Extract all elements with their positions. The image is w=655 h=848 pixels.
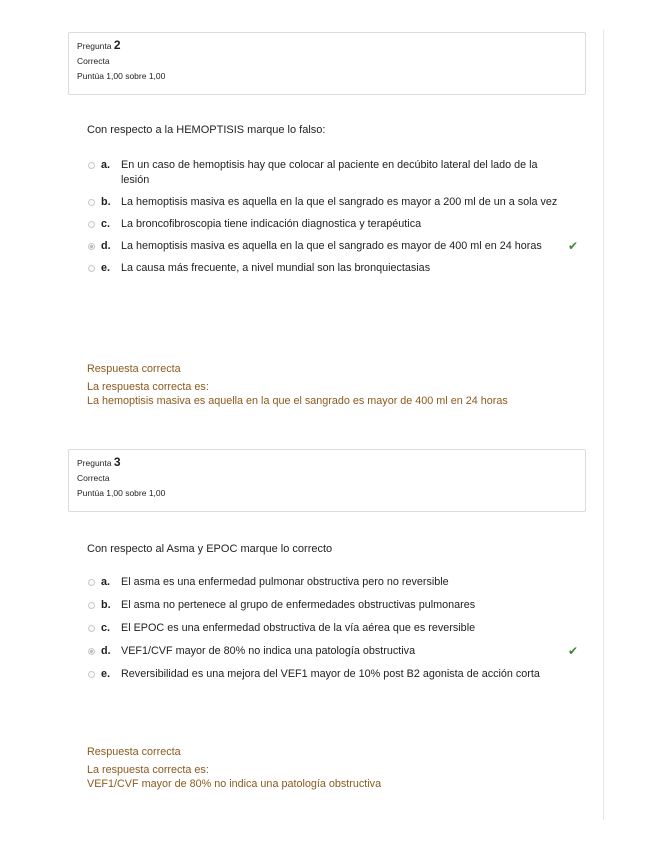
answer-letter: b.: [101, 196, 111, 208]
check-icon: ✔: [567, 239, 578, 253]
question-2-answers: [88, 158, 578, 276]
radio-icon[interactable]: [88, 671, 95, 678]
question-label-text: Pregunta: [77, 41, 112, 51]
question-number: 2: [113, 38, 121, 52]
question-2-feedback: [87, 362, 508, 408]
radio-icon[interactable]: [88, 579, 95, 586]
radio-icon[interactable]: [88, 648, 95, 655]
radio-icon[interactable]: [88, 199, 95, 206]
answer-option[interactable]: [88, 217, 578, 232]
answer-option[interactable]: [88, 195, 578, 210]
question-number: 3: [113, 455, 121, 469]
question-3-feedback: [87, 745, 381, 791]
answer-letter: e.: [101, 668, 111, 680]
question-3-text: Con respecto al Asma y EPOC marque lo correcto: [87, 543, 333, 555]
answer-text: El EPOC es una enfermedad obstructiva de la vía aérea que es reversible: [121, 622, 476, 634]
answer-option[interactable]: [88, 621, 578, 636]
answer-letter: d.: [101, 240, 111, 252]
radio-icon[interactable]: [88, 243, 95, 250]
question-label: [77, 455, 577, 471]
question-label-text: Pregunta: [77, 458, 112, 468]
question-state: Correcta: [77, 473, 110, 483]
answer-option[interactable]: [88, 667, 578, 682]
answer-option[interactable]: [88, 261, 578, 276]
answer-option[interactable]: [88, 575, 578, 590]
answer-letter: a.: [101, 576, 111, 588]
answer-letter: a.: [101, 159, 111, 171]
answer-text: Reversibilidad es una mejora del VEF1 mayor de 10% post B2 agonista de acción corta: [121, 668, 540, 680]
question-grade: Puntúa 1,00 sobre 1,00: [77, 71, 166, 81]
answer-text: La causa más frecuente, a nivel mundial son las bronquiectasias: [121, 262, 431, 274]
question-3-answers: [88, 575, 578, 682]
answer-option-selected[interactable]: [88, 239, 578, 254]
feedback-answer: La hemoptisis masiva es aquella en la que el sangrado es mayor de 400 ml en 24 horas: [87, 395, 508, 407]
answer-option[interactable]: [88, 598, 578, 613]
radio-icon[interactable]: [88, 625, 95, 632]
radio-icon[interactable]: [88, 221, 95, 228]
answer-text: La hemoptisis masiva es aquella en la que el sangrado es mayor de 400 ml en 24 horas: [121, 240, 542, 252]
feedback-title: Respuesta correcta: [87, 363, 181, 375]
answer-letter: c.: [101, 622, 111, 634]
answer-text: El asma es una enfermedad pulmonar obstructiva pero no reversible: [121, 576, 449, 588]
feedback-title: Respuesta correcta: [87, 746, 181, 758]
feedback-answer: VEF1/CVF mayor de 80% no indica una patología obstructiva: [87, 778, 382, 790]
feedback-label: La respuesta correcta es:: [87, 764, 209, 776]
question-2-text: Con respecto a la HEMOPTISIS marque lo falso:: [87, 124, 326, 136]
answer-option[interactable]: [88, 158, 578, 188]
question-2-info: [68, 32, 586, 95]
answer-text: En un caso de hemoptisis hay que colocar al paciente en decúbito lateral del lado de la lesión: [121, 159, 538, 186]
answer-letter: b.: [101, 599, 111, 611]
content-border: [603, 30, 604, 820]
answer-text: La broncofibroscopia tiene indicación diagnostica y terapéutica: [121, 218, 422, 230]
check-icon: ✔: [567, 644, 578, 658]
answer-letter: e.: [101, 262, 111, 274]
answer-option-selected[interactable]: [88, 644, 578, 659]
answer-letter: d.: [101, 645, 111, 657]
question-label: [77, 38, 577, 54]
feedback-label: La respuesta correcta es:: [87, 381, 209, 393]
radio-icon[interactable]: [88, 162, 95, 169]
radio-icon[interactable]: [88, 265, 95, 272]
answer-text: VEF1/CVF mayor de 80% no indica una patología obstructiva: [121, 645, 416, 657]
question-grade: Puntúa 1,00 sobre 1,00: [77, 488, 166, 498]
answer-letter: c.: [101, 218, 111, 230]
question-state: Correcta: [77, 56, 110, 66]
answer-text: El asma no pertenece al grupo de enfermedades obstructivas pulmonares: [121, 599, 476, 611]
answer-text: La hemoptisis masiva es aquella en la que el sangrado es mayor a 200 ml de un a sola vez: [121, 196, 558, 208]
question-3-info: [68, 449, 586, 512]
radio-icon[interactable]: [88, 602, 95, 609]
